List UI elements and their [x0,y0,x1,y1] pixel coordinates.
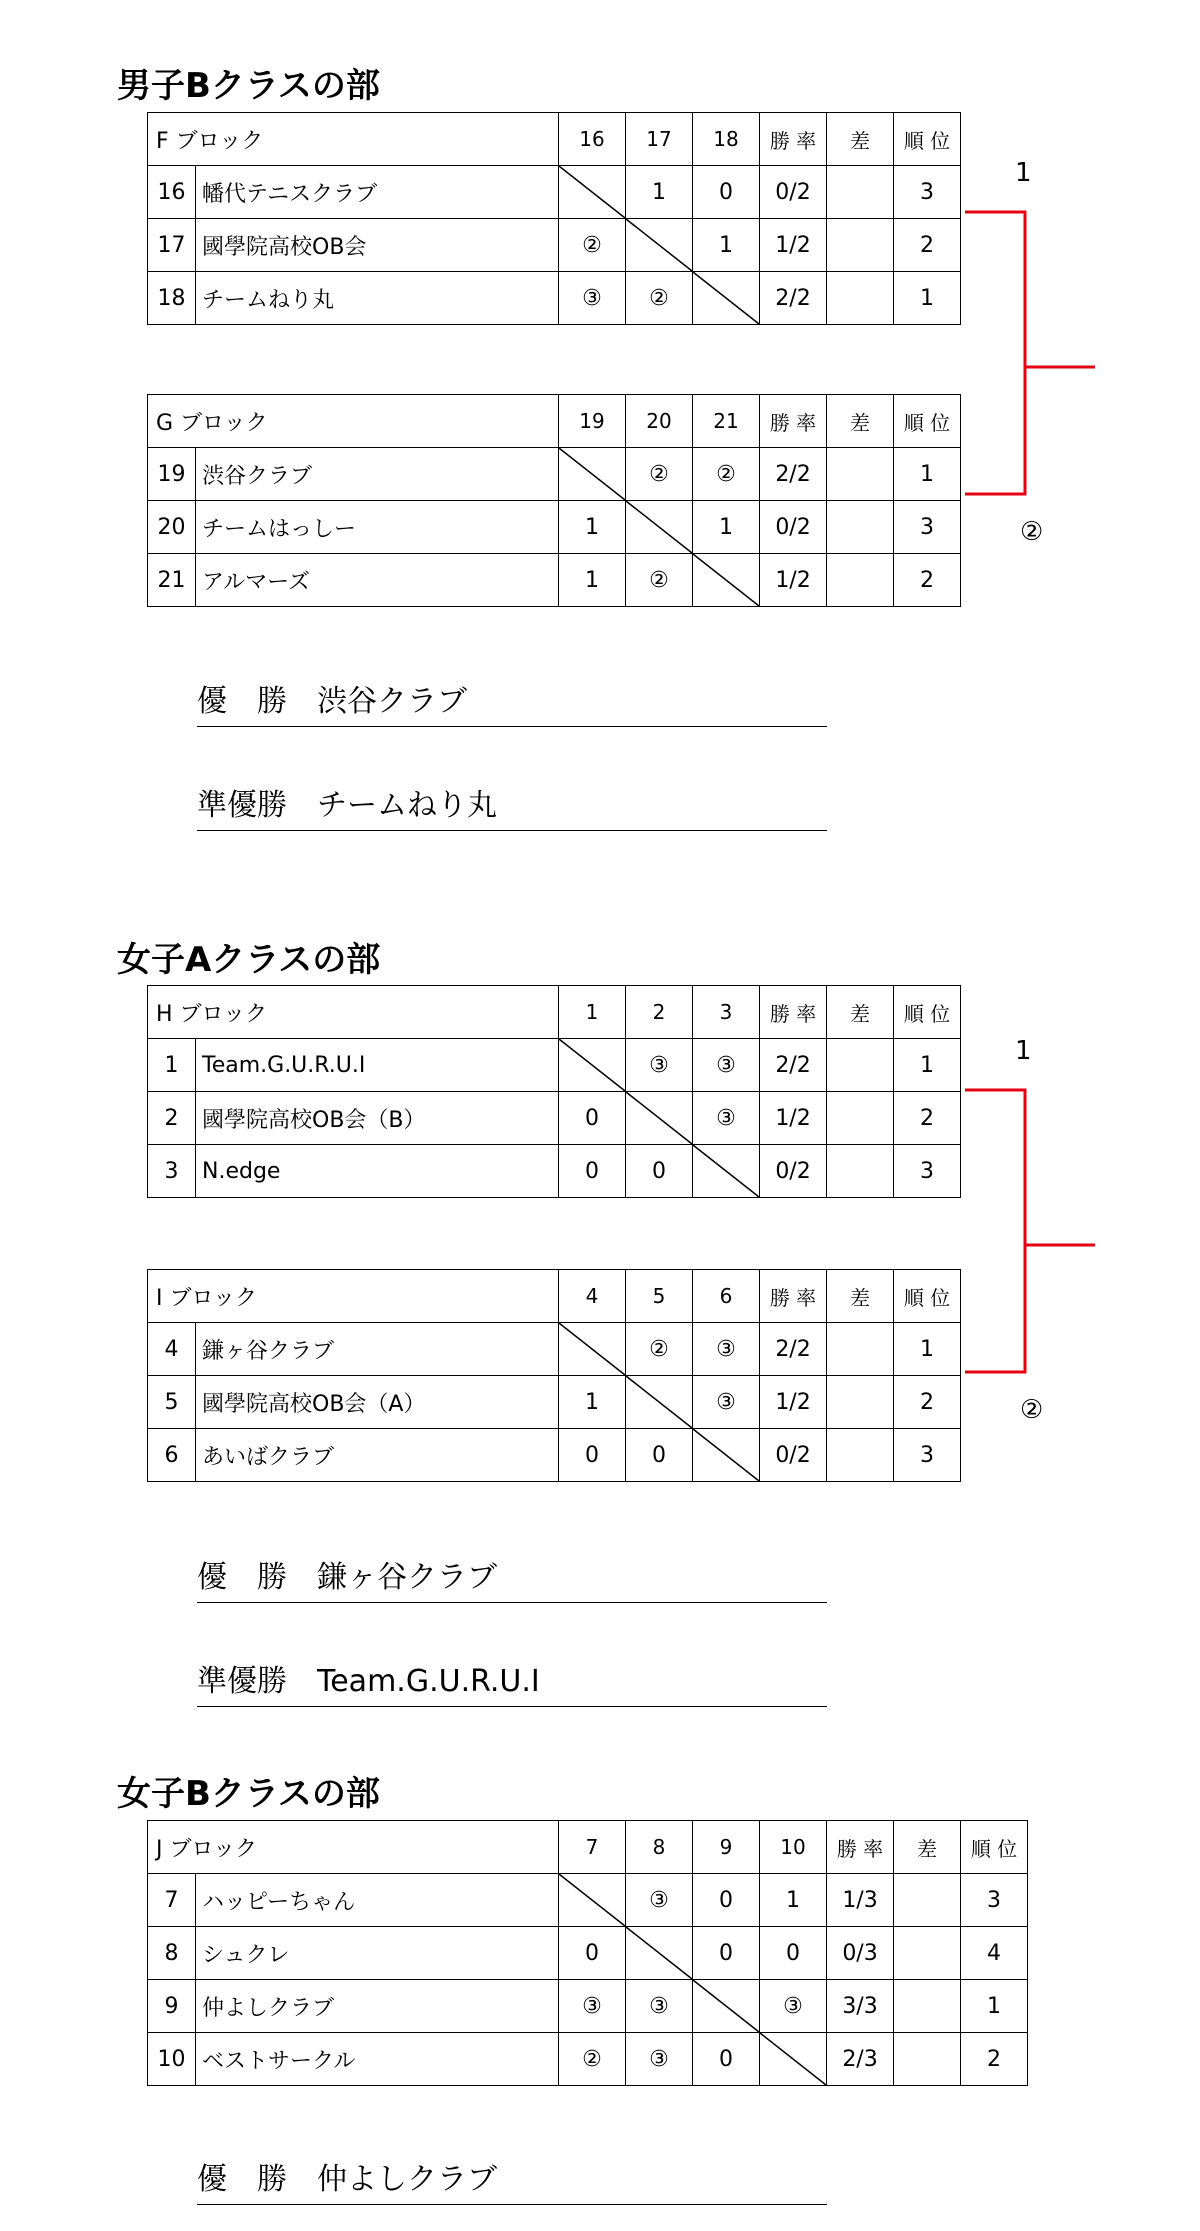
column-header: 勝 率 [827,1821,894,1874]
diagonal-line [626,501,692,553]
bracket-score-bottom: ② [1020,517,1044,547]
column-header: 差 [894,1821,961,1874]
match-result: ② [559,2033,626,2086]
self-match-cell [626,1376,693,1429]
match-result: 1 [693,219,760,272]
match-result: ③ [559,272,626,325]
match-result: 0 [693,2033,760,2086]
win-rate: 0/2 [760,1429,827,1482]
diagonal-line [559,1039,625,1091]
match-result: ③ [626,1980,693,2033]
self-match-cell [559,1874,626,1927]
match-result: 1 [559,1376,626,1429]
self-match-cell [626,1092,693,1145]
match-result: 0 [626,1145,693,1198]
column-header: 4 [559,1270,626,1323]
bracket-line [965,212,1025,494]
diagonal-line [559,448,625,500]
runner-up-line [197,1662,827,1707]
self-match-cell [559,1323,626,1376]
diagonal-line [693,1980,759,2032]
match-result: ② [626,272,693,325]
table-header-row [148,1821,1028,1874]
table-row [148,1145,961,1198]
champion-label: 優 勝 [197,1560,287,1595]
block-table [147,1820,1028,2086]
team-name: アルマーズ [196,554,559,607]
self-match-cell [693,1980,760,2033]
team-number: 18 [148,272,196,325]
table-row [148,1980,1028,2033]
team-number: 3 [148,1145,196,1198]
diagonal-line [626,219,692,271]
column-header: 16 [559,113,626,166]
match-result: ② [693,448,760,501]
self-match-cell [626,1927,693,1980]
champion-label: 優 勝 [197,684,287,719]
champion-label: 優 勝 [197,2162,287,2197]
rank: 1 [894,272,961,325]
rank: 1 [894,448,961,501]
win-rate: 2/3 [827,2033,894,2086]
diagonal-line [559,1874,625,1926]
table-row [148,1039,961,1092]
match-result: ③ [626,1039,693,1092]
point-diff [827,1145,894,1198]
table-row [148,1323,961,1376]
team-name: 渋谷クラブ [196,448,559,501]
rank: 3 [894,501,961,554]
point-diff [827,554,894,607]
column-header: 9 [693,1821,760,1874]
diagonal-line [626,1092,692,1144]
match-result: 1 [626,166,693,219]
rank: 3 [894,1145,961,1198]
column-header: 10 [760,1821,827,1874]
champion-team: 渋谷クラブ [317,684,467,719]
point-diff [827,272,894,325]
champion-team: 鎌ヶ谷クラブ [317,1560,497,1595]
champion-team: 仲よしクラブ [317,2162,497,2197]
match-result: 0 [693,1927,760,1980]
team-number: 1 [148,1039,196,1092]
column-header: 勝 率 [760,986,827,1039]
column-header: 7 [559,1821,626,1874]
bracket-score-bottom: ② [1020,1395,1044,1425]
diagonal-line [559,166,625,218]
point-diff [827,219,894,272]
self-match-cell [626,501,693,554]
table-row [148,2033,1028,2086]
table-header-row [148,1270,961,1323]
team-number: 19 [148,448,196,501]
column-header: 2 [626,986,693,1039]
match-result: 0 [559,1092,626,1145]
self-match-cell [693,554,760,607]
team-number: 8 [148,1927,196,1980]
column-header: 19 [559,395,626,448]
diagonal-line [559,1323,625,1375]
column-header: 差 [827,1270,894,1323]
block-table [147,394,961,607]
bracket-line [965,1090,1025,1372]
point-diff [894,2033,961,2086]
runner-up-line [197,786,827,831]
team-number: 10 [148,2033,196,2086]
self-match-cell [693,272,760,325]
team-name: 國學院高校OB会（A） [196,1376,559,1429]
match-result: ② [626,448,693,501]
win-rate: 2/2 [760,1039,827,1092]
rank: 3 [894,1429,961,1482]
diagonal-line [626,1927,692,1979]
match-result: 0 [693,1874,760,1927]
point-diff [894,1980,961,2033]
rank: 1 [961,1980,1028,2033]
win-rate: 0/2 [760,501,827,554]
rank: 3 [894,166,961,219]
team-name: N.edge [196,1145,559,1198]
team-name: チームねり丸 [196,272,559,325]
column-header: 8 [626,1821,693,1874]
block-table [147,1269,961,1482]
match-result: 0 [559,1429,626,1482]
column-header: 18 [693,113,760,166]
table-row [148,1429,961,1482]
team-number: 6 [148,1429,196,1482]
point-diff [894,1927,961,1980]
block-table [147,112,961,325]
bracket-lines [965,150,1100,500]
team-name: 鎌ヶ谷クラブ [196,1323,559,1376]
team-number: 16 [148,166,196,219]
win-rate: 1/2 [760,1376,827,1429]
point-diff [827,1429,894,1482]
rank: 3 [961,1874,1028,1927]
win-rate: 0/2 [760,1145,827,1198]
column-header: 20 [626,395,693,448]
match-result: ③ [760,1980,827,2033]
team-number: 5 [148,1376,196,1429]
table-row [148,1927,1028,1980]
point-diff [894,1874,961,1927]
win-rate: 1/2 [760,554,827,607]
column-header: 順 位 [894,395,961,448]
block-name: I ブロック [148,1270,559,1323]
champion-line [197,2160,827,2205]
column-header: 1 [559,986,626,1039]
column-header: 差 [827,113,894,166]
diagonal-line [693,272,759,324]
self-match-cell [626,219,693,272]
bracket-score-top: 1 [1015,1036,1032,1066]
column-header: 順 位 [894,986,961,1039]
table-row [148,501,961,554]
team-number: 21 [148,554,196,607]
win-rate: 0/2 [760,166,827,219]
bracket-score-top: 1 [1015,158,1032,188]
runner-up-team: Team.G.U.R.U.I [317,1664,540,1699]
table-header-row [148,986,961,1039]
column-header: 順 位 [894,1270,961,1323]
runner-up-team: チームねり丸 [317,788,497,823]
table-header-row [148,113,961,166]
team-number: 17 [148,219,196,272]
team-name: 幡代テニスクラブ [196,166,559,219]
diagonal-line [693,554,759,606]
block-name: F ブロック [148,113,559,166]
team-number: 20 [148,501,196,554]
self-match-cell [693,1145,760,1198]
team-name: 國學院高校OB会 [196,219,559,272]
point-diff [827,1092,894,1145]
point-diff [827,1323,894,1376]
point-diff [827,1039,894,1092]
rank: 2 [961,2033,1028,2086]
runner-up-label: 準優勝 [197,1664,287,1699]
table-row [148,219,961,272]
column-header: 3 [693,986,760,1039]
point-diff [827,448,894,501]
rank: 1 [894,1323,961,1376]
match-result: ③ [693,1323,760,1376]
table-row [148,554,961,607]
rank: 2 [894,554,961,607]
win-rate: 3/3 [827,1980,894,2033]
column-header: 6 [693,1270,760,1323]
column-header: 順 位 [961,1821,1028,1874]
point-diff [827,1376,894,1429]
match-result: 1 [559,501,626,554]
team-name: ハッピーちゃん [196,1874,559,1927]
win-rate: 2/2 [760,448,827,501]
column-header: 21 [693,395,760,448]
match-result: ③ [626,2033,693,2086]
self-match-cell [693,1429,760,1482]
column-header: 勝 率 [760,1270,827,1323]
win-rate: 1/2 [760,1092,827,1145]
match-result: 0 [559,1145,626,1198]
win-rate: 2/2 [760,1323,827,1376]
self-match-cell [559,166,626,219]
match-result: ② [626,554,693,607]
rank: 2 [894,1092,961,1145]
match-result: 1 [559,554,626,607]
section-title: 男子Bクラスの部 [117,66,380,106]
table-row [148,1874,1028,1927]
team-number: 4 [148,1323,196,1376]
table-row [148,1376,961,1429]
team-name: Team.G.U.R.U.I [196,1039,559,1092]
bracket-lines [965,1025,1100,1375]
diagonal-line [626,1376,692,1428]
self-match-cell [760,2033,827,2086]
champion-line [197,682,827,727]
block-name: G ブロック [148,395,559,448]
match-result: 1 [693,501,760,554]
match-result: 1 [760,1874,827,1927]
rank: 2 [894,1376,961,1429]
column-header: 勝 率 [760,395,827,448]
win-rate: 1/3 [827,1874,894,1927]
team-name: ベストサークル [196,2033,559,2086]
team-number: 9 [148,1980,196,2033]
section-title: 女子Bクラスの部 [117,1774,380,1814]
match-result: ③ [693,1039,760,1092]
table-row [148,166,961,219]
team-name: 仲よしクラブ [196,1980,559,2033]
column-header: 差 [827,986,894,1039]
match-result: 0 [760,1927,827,1980]
block-table [147,985,961,1198]
match-result: 0 [559,1927,626,1980]
diagonal-line [693,1429,759,1481]
column-header: 差 [827,395,894,448]
point-diff [827,501,894,554]
self-match-cell [559,448,626,501]
win-rate: 0/3 [827,1927,894,1980]
rank: 2 [894,219,961,272]
column-header: 順 位 [894,113,961,166]
match-result: 0 [626,1429,693,1482]
win-rate: 2/2 [760,272,827,325]
match-result: ② [559,219,626,272]
diagonal-line [760,2033,826,2085]
table-row [148,1092,961,1145]
team-name: チームはっしー [196,501,559,554]
column-header: 5 [626,1270,693,1323]
team-name: シュクレ [196,1927,559,1980]
block-name: J ブロック [148,1821,559,1874]
section-title: 女子Aクラスの部 [117,940,381,980]
team-number: 7 [148,1874,196,1927]
match-result: ③ [559,1980,626,2033]
match-result: ③ [626,1874,693,1927]
diagonal-line [693,1145,759,1197]
team-number: 2 [148,1092,196,1145]
team-name: あいばクラブ [196,1429,559,1482]
point-diff [827,166,894,219]
self-match-cell [559,1039,626,1092]
block-name: H ブロック [148,986,559,1039]
win-rate: 1/2 [760,219,827,272]
table-row [148,272,961,325]
match-result: ③ [693,1092,760,1145]
table-row [148,448,961,501]
match-result: ② [626,1323,693,1376]
rank: 4 [961,1927,1028,1980]
runner-up-label: 準優勝 [197,788,287,823]
match-result: ③ [693,1376,760,1429]
team-name: 國學院高校OB会（B） [196,1092,559,1145]
column-header: 勝 率 [760,113,827,166]
column-header: 17 [626,113,693,166]
champion-line [197,1558,827,1603]
table-header-row [148,395,961,448]
rank: 1 [894,1039,961,1092]
match-result: 0 [693,166,760,219]
